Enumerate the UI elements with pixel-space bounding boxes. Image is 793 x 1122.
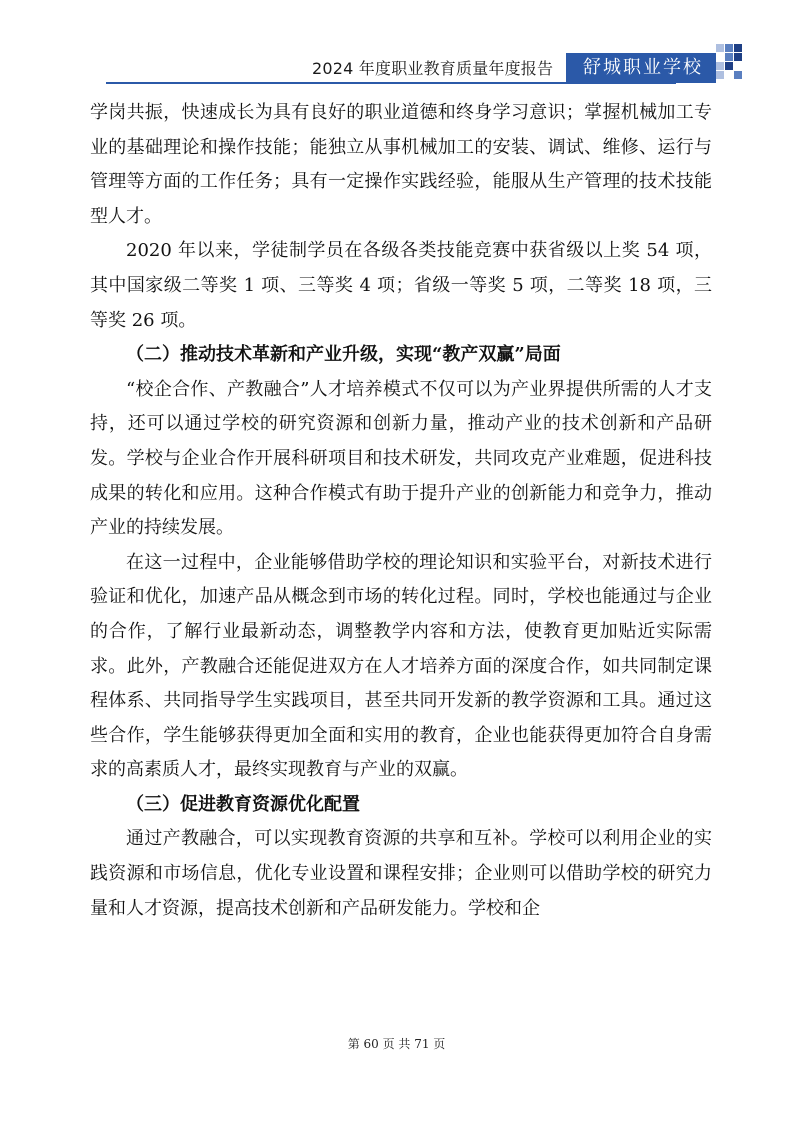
report-title: 2024 年度职业教育质量年度报告 [312, 59, 554, 78]
paragraph-2: 2020 年以来，学徒制学员在各级各类技能竞赛中获省级以上奖 54 项，其中国家级二等奖 1 项、三等奖 4 项；省级一等奖 5 项，二等奖 18 项，三等奖 26 项。 [90, 240, 712, 331]
section-heading-3: （三）促进教育资源优化配置 [126, 793, 360, 815]
page-header [0, 0, 793, 95]
page-content [90, 96, 712, 926]
paragraph-3: “校企合作、产教融合”人才培养模式不仅可以为产业界提供所需的人才支持，还可以通过学校的研究资源和创新力量，推动产业的技术创新和产品研发。学校与企业合作开展科研项目和技术研发，共同攻克产业难题，促进科技成果的转化和应用。这种合作模式有助于提升产业的创新能力和竞争力，推动产业的持续发展。 [90, 378, 712, 539]
page-number: 第 60 页 共 71 页 [347, 1037, 446, 1051]
paragraph-4: 在这一过程中，企业能够借助学校的理论知识和实验平台，对新技术进行验证和优化，加速产品从概念到市场的转化过程。同时，学校也能通过与企业的合作，了解行业最新动态，调整教学内容和方法，使教育更加贴近实际需求。此外，产教融合还能促进双方在人才培养方面的深度合作，如共同制定课程体系、共同指导学生实践项目，甚至共同开发新的教学资源和工具。通过这些合作，学生能够获得更加全面和实用的教育，企业也能获得更加符合自身需求的高素质人才，最终实现教育与产业的双赢。 [90, 551, 712, 781]
section-heading-2: （二）推动技术革新和产业升级，实现“教产双赢”局面 [126, 344, 561, 366]
header-rule [106, 82, 676, 84]
paragraph-1: 学岗共振，快速成长为具有良好的职业道德和终身学习意识；掌握机械加工专业的基础理论和操作技能；能独立从事机械加工的安装、调试、维修、运行与管理等方面的工作任务；具有一定操作实践经验，能服从生产管理的技术技能型人才。 [90, 102, 712, 227]
paragraph-5: 通过产教融合，可以实现教育资源的共享和互补。学校可以利用企业的实践资源和市场信息，优化专业设置和课程安排；企业则可以借助学校的研究力量和人才资源，提高技术创新和产品研发能力。学校和企 [90, 828, 712, 919]
school-name-badge: 舒城职业学校 [566, 53, 716, 83]
